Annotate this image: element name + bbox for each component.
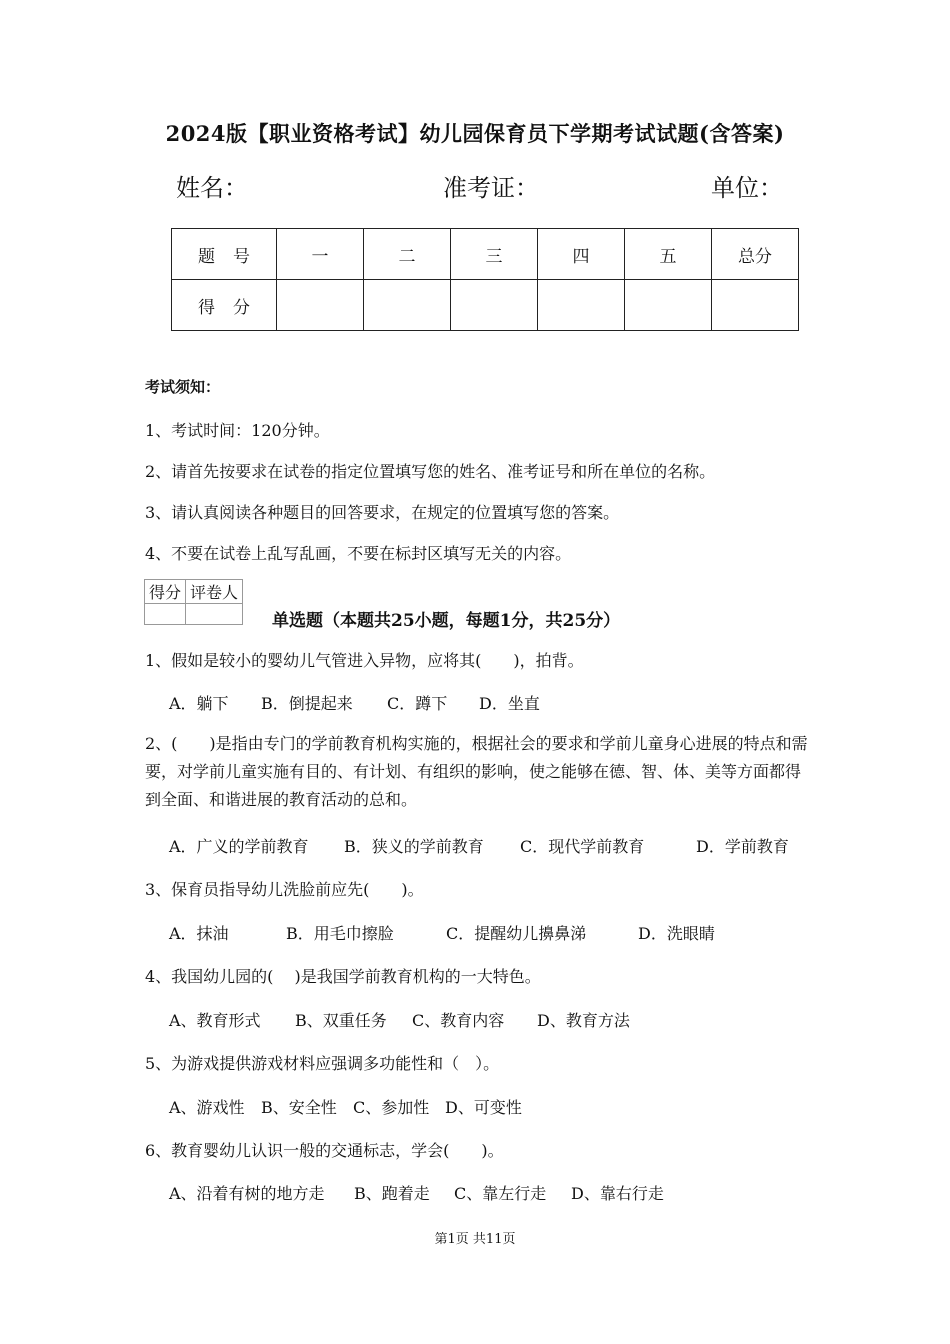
score-table-cell: 总分 [712,229,799,280]
score-table-cell: 五 [625,229,712,280]
question-stem: 1、假如是较小的婴幼儿气管进入异物，应将其( )，拍背。 [145,651,584,670]
question-stem: 5、为游戏提供游戏材料应强调多功能性和（ ）。 [145,1054,500,1073]
grader-box [144,579,243,625]
answer-option: B．狭义的学前教育 [344,837,484,856]
score-table-cell: 一 [277,229,364,280]
answer-option: A、游戏性 [169,1098,245,1117]
score-table [171,228,799,331]
score-input-cell[interactable] [538,280,625,331]
answer-option: A、沿着有树的地方走 [169,1184,325,1203]
question-stem: 2、( )是指由专门的学前教育机构实施的，根据社会的要求和学前儿童身心进展的特点和需要，对学前儿童实施有目的、有计划、有组织的影响，使之能够在德、智、体、美等方面都得到全面、和谐进展的教育活动的总和。 [145,734,808,809]
score-input-cell[interactable] [277,280,364,331]
score-table-cell: 题号 [172,229,277,280]
answer-option: B．倒提起来 [261,694,353,713]
answer-option: C、参加性 [353,1098,430,1117]
notice-item: 4、不要在试卷上乱写乱画，不要在标封区填写无关的内容。 [145,544,572,563]
grader-score-cell[interactable] [145,604,186,625]
answer-option: C．蹲下 [387,694,448,713]
page-title: 2024版【职业资格考试】幼儿园保育员下学期考试试题(含答案) [165,121,785,146]
question-stem: 6、教育婴幼儿认识一般的交通标志，学会( )。 [145,1141,504,1160]
answer-option: C．提醒幼儿擤鼻涕 [446,924,587,943]
score-input-cell[interactable] [451,280,538,331]
answer-option: C、靠左行走 [454,1184,547,1203]
score-input-cell[interactable] [364,280,451,331]
answer-option: A．广义的学前教育 [169,837,309,856]
score-table-cell: 二 [364,229,451,280]
answer-option: D．坐直 [479,694,540,713]
grader-score-label: 得分 [145,580,186,604]
answer-option: D．学前教育 [696,837,789,856]
score-input-cell[interactable] [712,280,799,331]
answer-option: B、双重任务 [295,1011,387,1030]
answer-option: D、可变性 [445,1098,522,1117]
answer-option: D、教育方法 [537,1011,630,1030]
answer-option: B、安全性 [261,1098,337,1117]
score-row-label: 得分 [172,280,277,331]
notice-item: 3、请认真阅读各种题目的回答要求，在规定的位置填写您的答案。 [145,503,620,522]
answer-option: B．用毛巾擦脸 [286,924,394,943]
notice-item: 1、考试时间：120分钟。 [145,421,330,440]
notice-item: 2、请首先按要求在试卷的指定位置填写您的姓名、准考证号和所在单位的名称。 [145,462,716,481]
exam-number-label: 准考证： [443,174,539,202]
score-table-cell: 四 [538,229,625,280]
score-table-score-row [172,280,799,331]
page-footer: 第1页 共11页 [434,1232,516,1247]
name-label: 姓名： [176,174,248,202]
score-table-cell: 三 [451,229,538,280]
score-table-header-row [172,229,799,280]
answer-option: C、教育内容 [412,1011,505,1030]
answer-option: D．洗眼睛 [638,924,715,943]
section-title: 单选题（本题共25小题，每题1分，共25分） [272,611,621,631]
answer-option: A．抹油 [169,924,229,943]
grader-name-cell[interactable] [186,604,243,625]
answer-option: B、跑着走 [354,1184,430,1203]
score-input-cell[interactable] [625,280,712,331]
answer-option: C．现代学前教育 [520,837,645,856]
answer-option: D、靠右行走 [571,1184,664,1203]
notice-title: 考试须知： [145,378,221,396]
answer-option: A、教育形式 [169,1011,261,1030]
unit-label: 单位： [711,174,783,202]
grader-name-label: 评卷人 [186,580,243,604]
question-stem: 4、我国幼儿园的( )是我国学前教育机构的一大特色。 [145,967,541,986]
question-stem: 3、保育员指导幼儿洗脸前应先( )。 [145,880,424,899]
answer-option: A．躺下 [169,694,229,713]
